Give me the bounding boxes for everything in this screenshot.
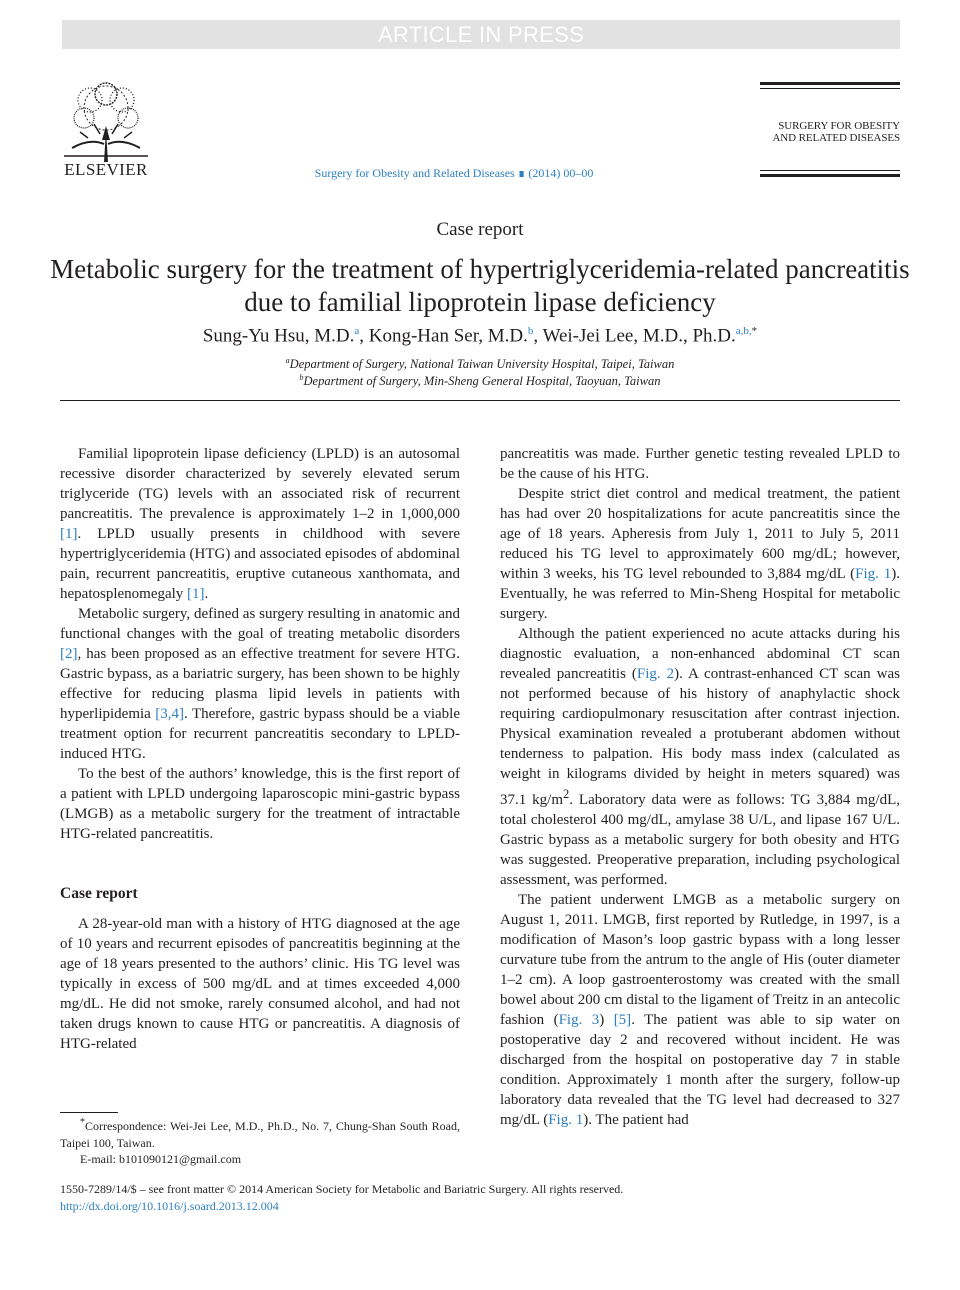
footnote-divider bbox=[60, 1112, 118, 1113]
correspondence-footnote: *Correspondence: Wei-Jei Lee, M.D., Ph.D., No. 7, Chung-Shan South Road, Taipei 100, Taiwan. bbox=[60, 1117, 460, 1150]
body-paragraph: Despite strict diet control and medical treatment, the patient has had over 20 hospitalizations for acute pancreatitis since the age of 18 years. Apheresis from July 1, 2011 to July 5, 2011 reduced his TG level to approximately 600 mg/dL; however, within 3 weeks, his TG level rebounded to 3,884 mg/dL (Fig. 1). Eventually, he was referred to Min-Sheng Hospital for metabolic surgery. bbox=[500, 486, 900, 622]
author-affil-mark[interactable]: a bbox=[354, 325, 360, 337]
body-paragraph: The patient underwent LMGB as a metabolic surgery on August 1, 2011. LMGB, first reported by Rutledge, in 1997, is a modification of Mason’s loop gastric bypass with a long lesser curvature tube from the antrum to the angle of His (outer diameter 1–2 cm). A loop gastroenterostomy was created with the small bowel about 200 cm distal to the ligament of Treitz in an antecolic fashion (Fig. 3) [5]. The patient was able to sip water on postoperative day 2 and recovered without incident. He was discharged from the hospital on postoperative day 7 in stable condition. Approximately 1 month after the surgery, follow-up laboratory data revealed that the TG level had decreased to 327 mg/dL (Fig. 1). The patient had bbox=[500, 892, 900, 1128]
author-affil-mark[interactable]: a,b, bbox=[735, 325, 752, 337]
email-footnote[interactable]: E-mail: b101090121@gmail.com bbox=[80, 1152, 242, 1166]
journal-citation-name[interactable]: Surgery for Obesity and Related Diseases bbox=[314, 166, 515, 180]
journal-rule-bottom-thin bbox=[760, 170, 900, 171]
publisher-name: ELSEVIER bbox=[64, 160, 148, 179]
affiliation-text: Department of Surgery, National Taiwan University Hospital, Taipei, Taiwan bbox=[289, 357, 675, 372]
body-paragraph: Metabolic surgery, defined as surgery resulting in anatomic and functional changes with the goal of treating metabolic disorders [2], has been proposed as an effective treatment for severe HTG. Gastric bypass, as a bariatric surgery, has been shown to be highly effective for reducing plasma lipid levels in patients with hyperlipidemia [3,4]. Therefore, gastric bypass should be a viable treatment option for recurrent pancreatitis secondary to LPLD-induced HTG. bbox=[60, 606, 460, 762]
article-title: Metabolic surgery for the treatment of hypertriglyceridemia-related pancreatitis due to familial lipoprotein lipase deficiency bbox=[50, 254, 910, 317]
elsevier-logo[interactable] bbox=[58, 78, 154, 182]
doi-link[interactable]: http://dx.doi.org/10.1016/j.soard.2013.12.004 bbox=[60, 1199, 279, 1213]
journal-title-line1: SURGERY FOR OBESITY bbox=[778, 120, 900, 132]
journal-rule-bottom bbox=[760, 174, 900, 177]
journal-rule-top bbox=[760, 82, 900, 85]
section-heading: Case report bbox=[60, 885, 138, 902]
journal-title-line2: AND RELATED DISEASES bbox=[772, 132, 900, 144]
affiliation-label: b bbox=[299, 373, 304, 382]
body-column-left bbox=[60, 444, 460, 1054]
reference-link[interactable]: [5] bbox=[613, 1012, 632, 1028]
footnote-mark: * bbox=[80, 1117, 85, 1128]
journal-citation[interactable] bbox=[200, 166, 708, 181]
body-column-right bbox=[500, 444, 900, 1130]
corresponding-author-mark[interactable]: * bbox=[751, 325, 758, 337]
figure-link[interactable]: Fig. 2 bbox=[636, 666, 675, 682]
body-paragraph: Familial lipoprotein lipase deficiency (LPLD) is an autosomal recessive disorder characterized by severely elevated serum triglyceride (TG) levels with an associated risk of recurrent pancreatitis. The prevalence is approximately 1–2 in 1,000,000 [1]. LPLD usually presents in childhood with severe hypertriglyceridemia (HTG) and associated episodes of abdominal pain, recurrent pancreatitis, eruptive cutaneous xanthomata, and hepatosplenomegaly [1]. bbox=[60, 446, 460, 602]
copyright-notice: 1550-7289/14/$ – see front matter © 2014 American Society for Metabolic and Bariatric Surgery. All rights reserved. bbox=[60, 1182, 624, 1196]
elsevier-tree-logo-icon bbox=[60, 78, 152, 162]
reference-link[interactable]: [3,4] bbox=[155, 706, 185, 722]
figure-link[interactable]: Fig. 1 bbox=[548, 1112, 584, 1128]
affiliation bbox=[0, 356, 960, 372]
author-name[interactable]: Kong-Han Ser, M.D. bbox=[368, 325, 528, 347]
header-divider bbox=[60, 400, 900, 401]
affiliation-text: Department of Surgery, Min-Sheng General Hospital, Taoyuan, Taiwan bbox=[303, 374, 661, 389]
figure-link[interactable]: Fig. 1 bbox=[855, 566, 892, 582]
article-in-press-banner: ARTICLE IN PRESS bbox=[62, 20, 900, 49]
author-name[interactable]: Wei-Jei Lee, M.D., Ph.D. bbox=[542, 325, 736, 347]
reference-link[interactable]: [1] bbox=[60, 526, 78, 542]
journal-citation-issue: ∎ (2014) 00–00 bbox=[517, 166, 594, 180]
journal-title bbox=[700, 120, 900, 144]
journal-rule-top-thin bbox=[760, 88, 900, 89]
figure-link[interactable]: Fig. 3 bbox=[558, 1012, 600, 1028]
reference-link[interactable]: [2] bbox=[60, 646, 78, 662]
author-list: Sung-Yu Hsu, M.D.$^a$, Kong-Han Ser, M.D.$^b$, Wei-Jei Lee, M.D., Ph.D.$^{a,b,*}$ bbox=[202, 325, 758, 347]
footnotes bbox=[60, 1115, 460, 1168]
copyright-block bbox=[60, 1181, 623, 1215]
body-paragraph: To the best of the authors’ knowledge, this is the first report of a patient with LPLD undergoing laparoscopic mini-gastric bypass (LMGB) as a metabolic surgery for the treatment of intractable HTG-related pancreatitis. bbox=[60, 766, 460, 842]
body-paragraph: pancreatitis was made. Further genetic testing revealed LPLD to be the cause of his HTG. bbox=[500, 446, 900, 482]
body-paragraph: Although the patient experienced no acute attacks during his diagnostic evaluation, a non-enhanced abdominal CT scan revealed pancreatitis (Fig. 2). A contrast-enhanced CT scan was not performed because of his history of anaphylactic shock requiring cardiopulmonary resuscitation after contrast injection. Physical examination revealed a protuberant abdomen without tenderness to palpation. His body mass index (calculated as weight in kilograms divided by height in meters squared) was 37.1 $kg/m^2$. Laboratory data were as follows: TG 3,884 mg/dL, total cholesterol 400 mg/dL, amylase 38 U/L, and lipase 167 U/L. Gastric bypass as a metabolic surgery for both obesity and HTG was suggested. Preoperative preparation, including psychological assessment, was performed. bbox=[500, 626, 900, 888]
reference-link[interactable]: [1] bbox=[187, 586, 205, 602]
author-name[interactable]: Sung-Yu Hsu, M.D. bbox=[202, 325, 355, 347]
author-affil-mark[interactable]: b bbox=[527, 325, 534, 337]
article-type: Case report bbox=[436, 219, 524, 240]
affiliation-label: a bbox=[285, 356, 290, 365]
body-paragraph: A 28-year-old man with a history of HTG diagnosed at the age of 10 years and recurrent episodes of pancreatitis beginning at the age of 18 years presented to the authors’ clinic. His TG level was typically in excess of 500 mg/dL and at times exceeded 4,000 mg/dL. He did not smoke, rarely consumed alcohol, and had not taken drugs known to cause HTG or pancreatitis. A diagnosis of HTG-related bbox=[60, 916, 460, 1052]
affiliation bbox=[0, 373, 960, 389]
